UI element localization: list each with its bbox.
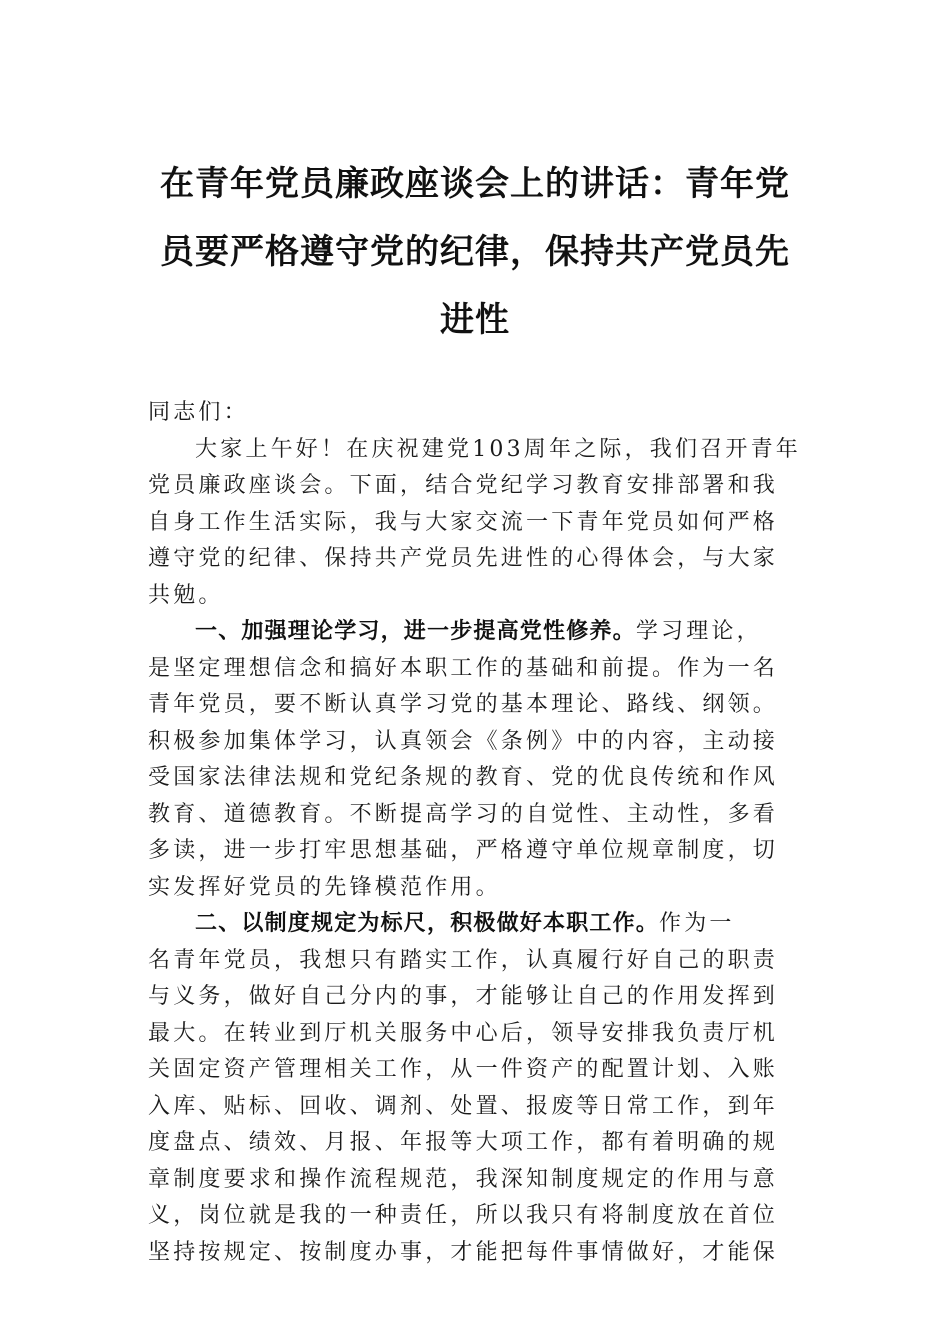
section-1-line-4: 积极参加集体学习，认真领会《条例》中的内容，主动接 [148, 728, 779, 754]
section-2-line-9: 义，岗位就是我的一种责任，所以我只有将制度放在首位 [148, 1203, 779, 1228]
intro-line-3: 自身工作生活实际，我与大家交流一下青年党员如何严格 [148, 509, 779, 535]
section-1-line-5: 受国家法律法规和党纪条规的教育、党的优良传统和作风 [148, 765, 779, 790]
section-1-line-7: 多读，进一步打牢思想基础，严格遵守单位规章制度，切 [148, 838, 779, 863]
section-2-line-2: 名青年党员，我想只有踏实工作，认真履行好自己的职责 [148, 947, 779, 973]
section-2-line-5: 关固定资产管理相关工作，从一件资产的配置计划、入账 [148, 1057, 779, 1082]
section-2-line-8: 章制度要求和操作流程规范，我深知制度规定的作用与意 [148, 1166, 779, 1192]
section-1-paragraph [148, 614, 808, 906]
section-1-heading: 一、加强理论学习，进一步提高党性修养。 [195, 619, 636, 644]
section-2-line-10: 坚持按规定、按制度办事，才能把每件事情做好，才能保 [148, 1239, 779, 1265]
section-1-line-8: 实发挥好党员的先锋模范作用。 [148, 874, 501, 900]
section-2-line-6: 入库、贴标、回收、调剂、处置、报废等日常工作，到年 [148, 1093, 779, 1119]
title-line-1: 在青年党员廉政座谈会上的讲话：青年党 [160, 164, 790, 204]
document-body [148, 395, 808, 1271]
section-2-first-line-text: 作为一 [659, 911, 735, 936]
document-title [150, 150, 800, 354]
intro-line-4: 遵守党的纪律、保持共产党员先进性的心得体会，与大家 [148, 546, 779, 571]
intro-paragraph [148, 432, 808, 615]
section-2-paragraph [148, 906, 808, 1271]
section-2-heading: 二、以制度规定为标尺，积极做好本职工作。 [195, 911, 660, 936]
title-line-3: 进性 [440, 300, 510, 340]
section-2-line-7: 度盘点、绩效、月报、年报等大项工作，都有着明确的规 [148, 1130, 779, 1155]
section-1-first-line [148, 614, 808, 651]
section-2-line-3: 与义务，做好自己分内的事，才能够让自己的作用发挥到 [148, 984, 779, 1009]
intro-line-1: 大家上午好！在庆祝建党103周年之际，我们召开青年 [195, 436, 801, 462]
section-2-first-line [148, 906, 808, 943]
section-2-line-4: 最大。在转业到厅机关服务中心后，领导安排我负责厅机 [148, 1020, 779, 1046]
section-1-line-2: 是坚定理想信念和搞好本职工作的基础和前提。作为一名 [148, 655, 779, 681]
title-line-2: 员要严格遵守党的纪律，保持共产党员先 [160, 232, 790, 272]
salutation: 同志们： [148, 400, 249, 425]
section-1-line-6: 教育、道德教育。不断提高学习的自觉性、主动性，多看 [148, 801, 779, 827]
section-1-line-3: 青年党员，要不断认真学习党的基本理论、路线、纲领。 [148, 692, 779, 717]
intro-line-2: 党员廉政座谈会。下面，结合党纪学习教育安排部署和我 [148, 473, 779, 498]
section-1-first-line-text: 学习理论， [635, 619, 762, 644]
intro-line-5: 共勉。 [148, 582, 224, 608]
